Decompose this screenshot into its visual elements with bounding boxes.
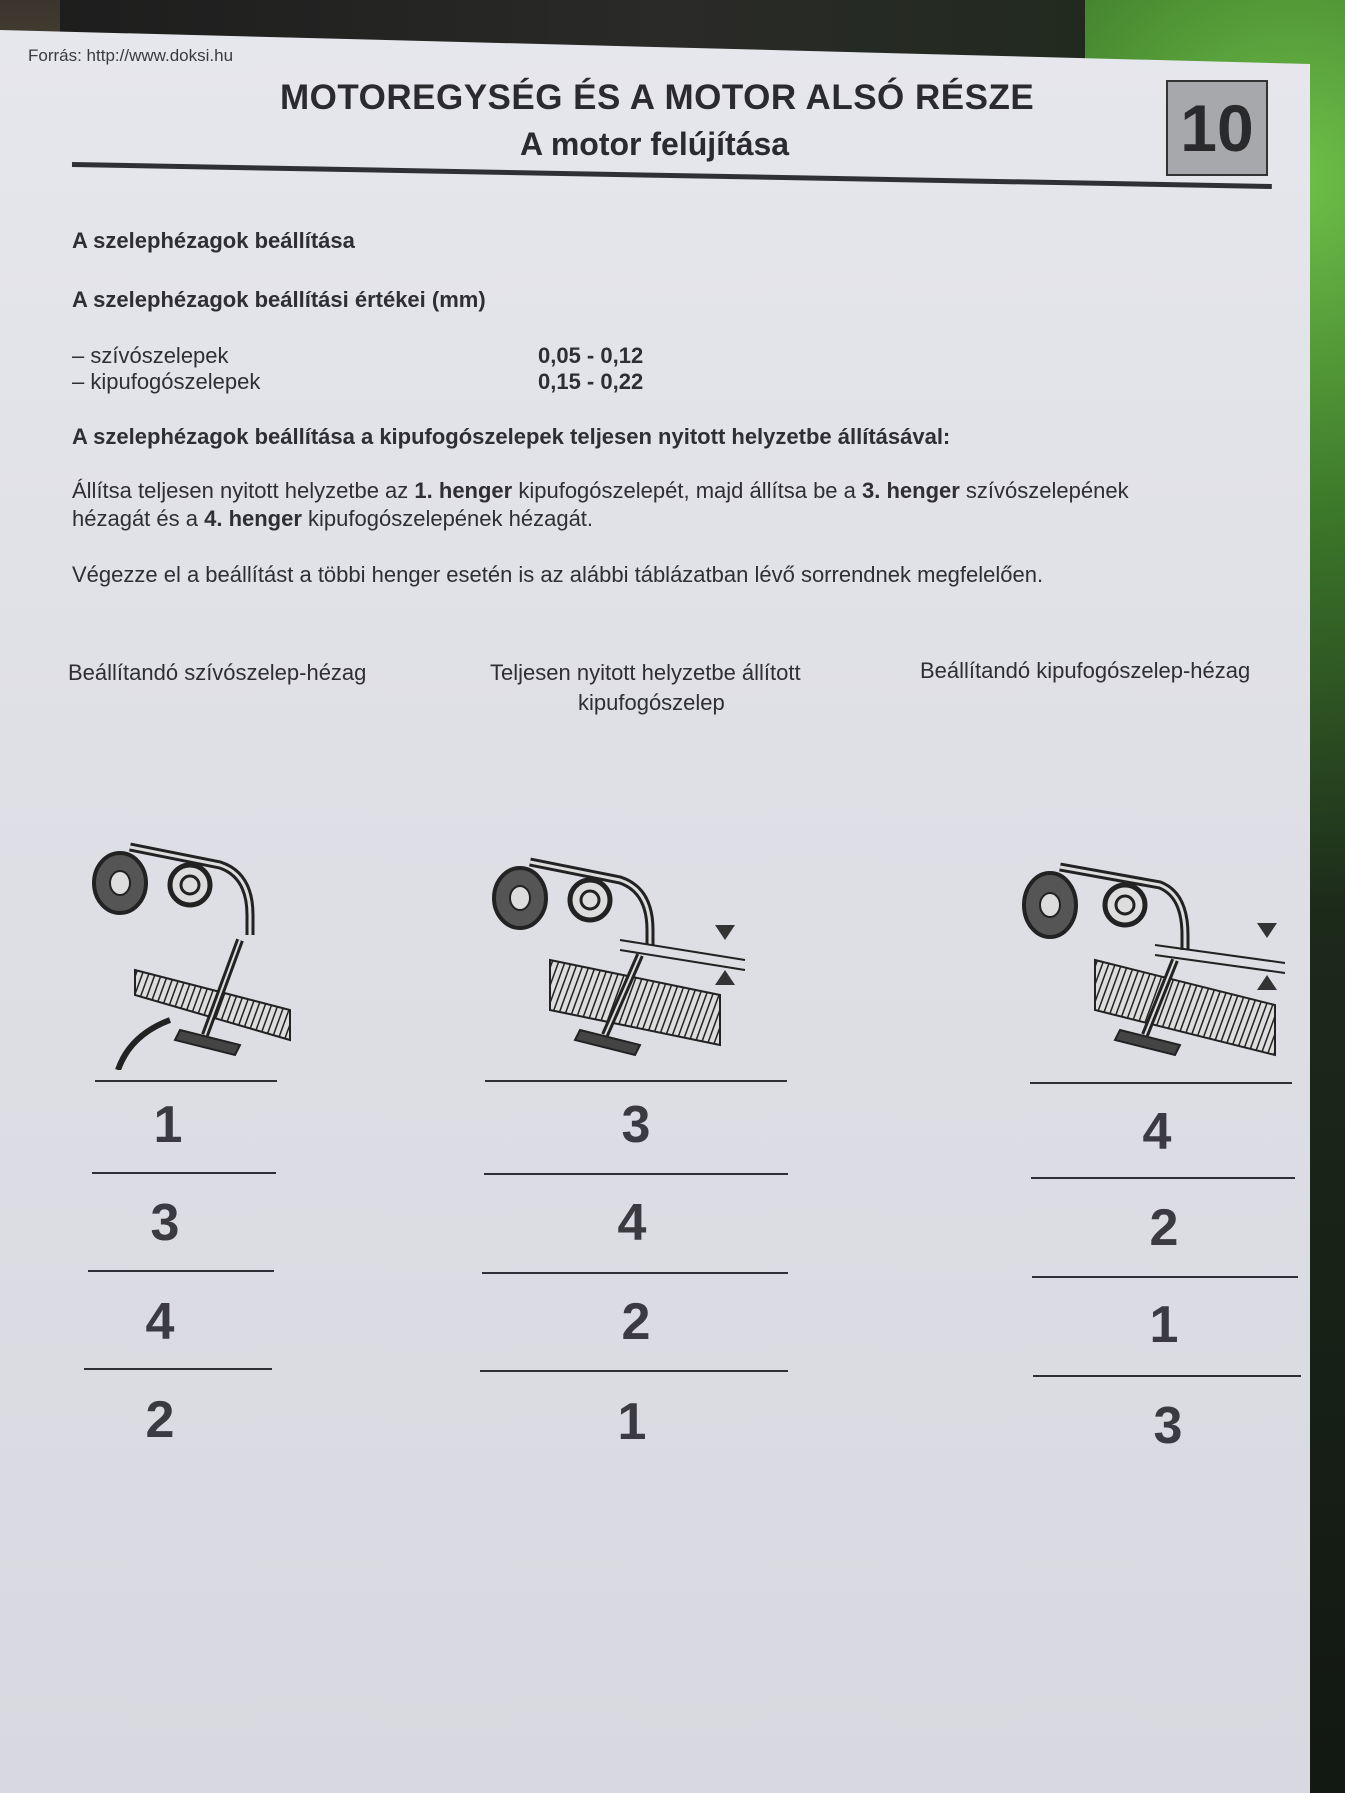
source-note: Forrás: http://www.doksi.hu	[28, 46, 234, 65]
table-divider	[1032, 1276, 1298, 1278]
table-cell: 3	[621, 1096, 651, 1154]
instruction-line-2: hézagát és a 4. henger kipufogószelepének hézagát.	[72, 506, 594, 531]
table-cell: 4	[1142, 1103, 1172, 1161]
instruction-line-1: Állítsa teljesen nyitott helyzetbe az 1. henger kipufogószelepét, majd állítsa be a 3. henger szívószelepének	[72, 478, 1129, 503]
section-title: A szelephézagok beállítása	[72, 228, 355, 253]
table-cell: 1	[617, 1393, 647, 1451]
table-divider	[88, 1270, 274, 1272]
table-cell: 3	[1153, 1397, 1183, 1455]
column-header-open-line2: kipufogószelep	[578, 690, 725, 715]
table-divider	[92, 1172, 276, 1174]
table-divider	[1033, 1375, 1301, 1377]
table-cell: 4	[617, 1194, 647, 1252]
column-header-open: Teljesen nyitott helyzetbe állított	[490, 660, 801, 685]
value-intake: 0,05 - 0,12	[538, 343, 644, 368]
chapter-number: 10	[1166, 80, 1268, 176]
page-title: MOTOREGYSÉG ÉS A MOTOR ALSÓ RÉSZE	[280, 78, 1035, 117]
value-exhaust: 0,15 - 0,22	[538, 369, 644, 394]
table-cell: 1	[1149, 1296, 1179, 1354]
instruction-note: Végezze el a beállítást a többi henger esetén is az alábbi táblázatban lévő sorrendnek megfelelően.	[72, 562, 1044, 587]
table-divider	[485, 1080, 787, 1082]
table-cell: 2	[145, 1391, 175, 1449]
method-title: A szelephézagok beállítása a kipufogószelepek teljesen nyitott helyzetbe állításával:	[72, 424, 951, 449]
value-label-intake: – szívószelepek	[72, 343, 229, 368]
table-divider	[95, 1080, 277, 1082]
table-divider	[480, 1370, 788, 1372]
table-divider	[84, 1368, 272, 1370]
valve-open-diagram-icon	[490, 850, 760, 1060]
valve-rocker-diagram-icon	[90, 835, 300, 1070]
table-cell: 2	[621, 1293, 651, 1351]
table-divider	[1031, 1177, 1295, 1179]
table-divider	[1030, 1082, 1292, 1084]
table-cell: 3	[150, 1194, 180, 1252]
value-label-exhaust: – kipufogószelepek	[72, 369, 261, 394]
values-title: A szelephézagok beállítási értékei (mm)	[72, 287, 486, 312]
column-header-intake: Beállítandó szívószelep-hézag	[68, 660, 367, 685]
table-cell: 2	[1149, 1199, 1179, 1257]
table-cell: 1	[153, 1096, 183, 1154]
table-divider	[482, 1272, 788, 1274]
table-cell: 4	[145, 1293, 175, 1351]
valve-clearance-diagram-icon	[1020, 855, 1290, 1065]
table-divider	[484, 1173, 788, 1175]
column-header-exhaust: Beállítandó kipufogószelep-hézag	[920, 658, 1251, 683]
page-subtitle: A motor felújítása	[520, 126, 790, 162]
